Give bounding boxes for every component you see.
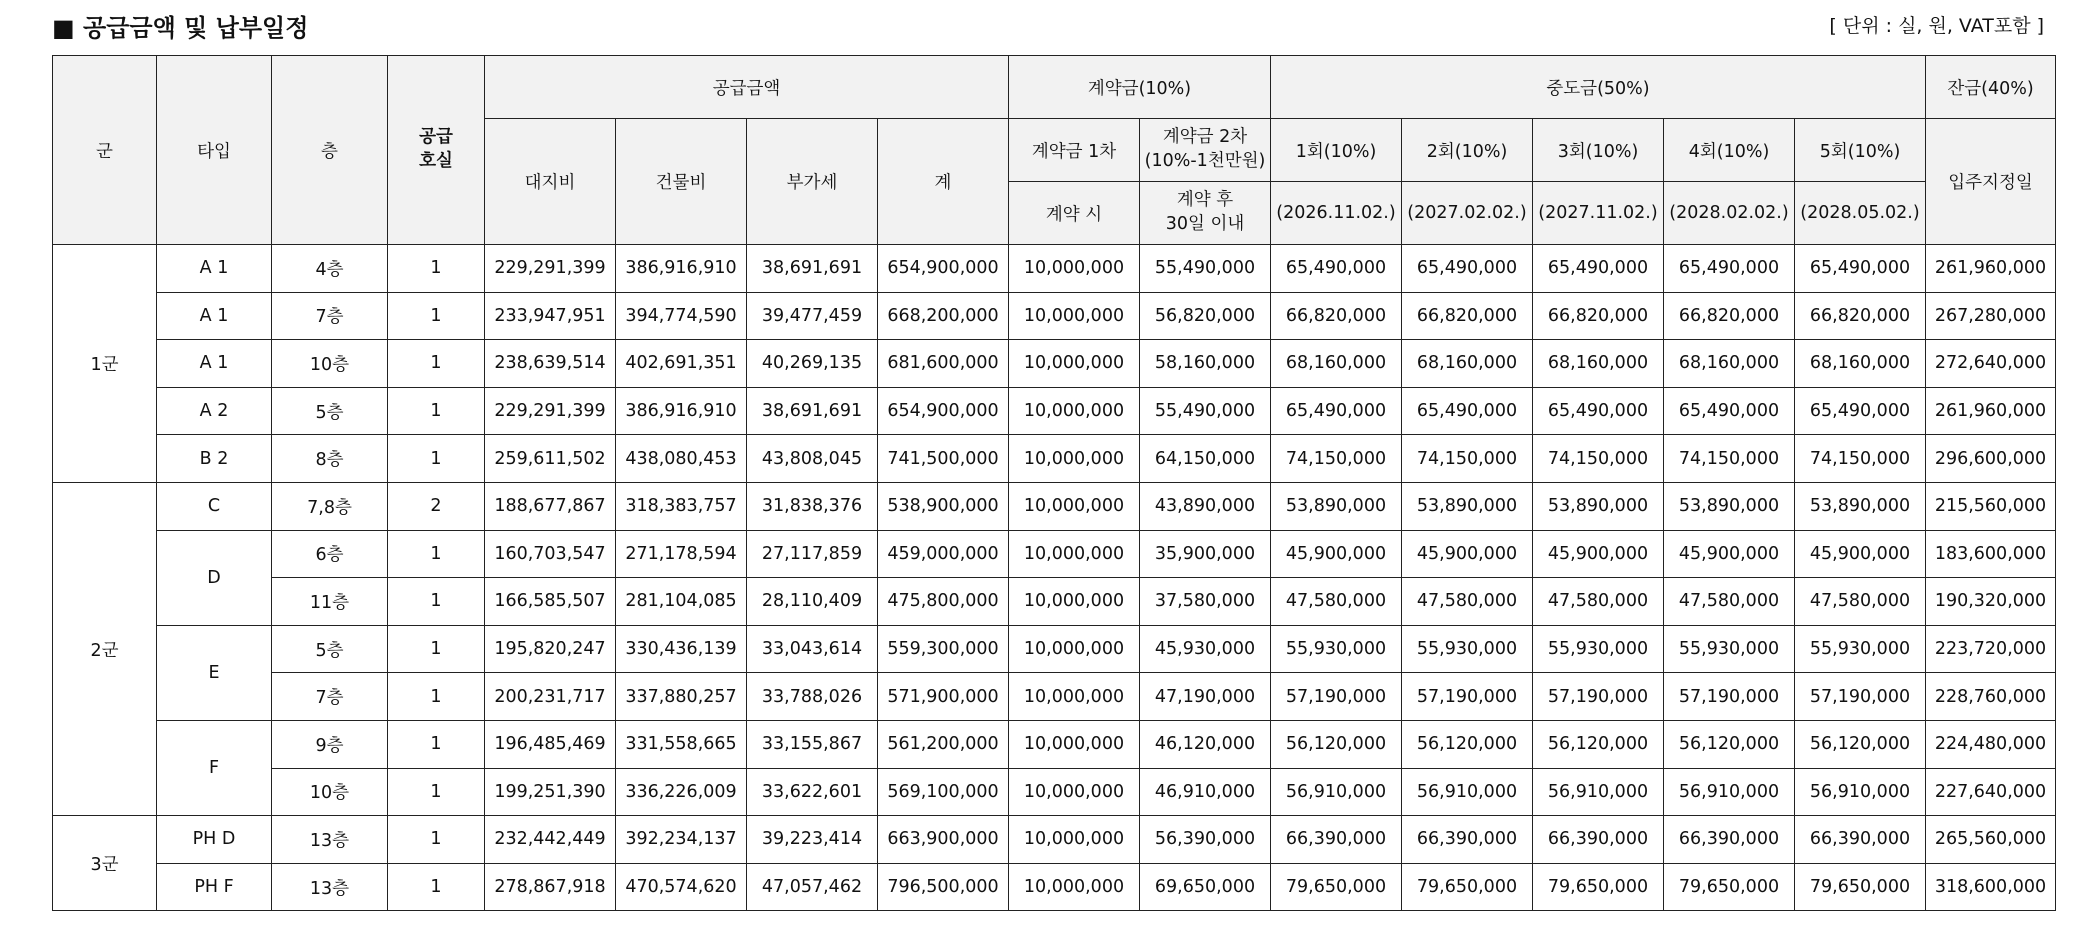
table-row (53, 482, 2056, 530)
interim-3-cell: 55,930,000 (1533, 625, 1664, 673)
group-cell: 2군 (53, 482, 157, 815)
interim-1-cell: 47,580,000 (1271, 578, 1402, 626)
floor-cell: 8층 (272, 435, 388, 483)
header-group: 군 (53, 56, 157, 245)
interim-3-cell: 65,490,000 (1533, 245, 1664, 293)
total-cell: 796,500,000 (878, 863, 1009, 911)
interim-4-cell: 65,490,000 (1664, 245, 1795, 293)
header-interim-round-1: 1회(10%) (1271, 119, 1402, 182)
type-cell: PH F (157, 863, 272, 911)
deposit1-cell: 10,000,000 (1009, 530, 1140, 578)
header-floor: 층 (272, 56, 388, 245)
deposit2-cell: 37,580,000 (1140, 578, 1271, 626)
interim-3-cell: 53,890,000 (1533, 482, 1664, 530)
interim-5-cell: 45,900,000 (1795, 530, 1926, 578)
header-interim-date-5: (2028.05.02.) (1795, 182, 1926, 245)
floor-cell: 13층 (272, 863, 388, 911)
units-cell: 1 (388, 292, 485, 340)
balance-cell: 296,600,000 (1926, 435, 2056, 483)
building-cell: 394,774,590 (616, 292, 747, 340)
type-cell: D (157, 530, 272, 625)
floor-cell: 9층 (272, 720, 388, 768)
land-cell: 199,251,390 (485, 768, 616, 816)
type-cell: F (157, 720, 272, 815)
interim-5-cell: 47,580,000 (1795, 578, 1926, 626)
floor-cell: 6층 (272, 530, 388, 578)
header-balance: 잔금(40%) (1926, 56, 2056, 119)
total-cell: 654,900,000 (878, 245, 1009, 293)
interim-1-cell: 65,490,000 (1271, 387, 1402, 435)
interim-3-cell: 79,650,000 (1533, 863, 1664, 911)
header-deposit2-line2: (10%-1천만원) (1144, 151, 1266, 171)
header-balance-when: 입주지정일 (1926, 119, 2056, 245)
balance-cell: 190,320,000 (1926, 578, 2056, 626)
deposit2-cell: 58,160,000 (1140, 340, 1271, 388)
floor-cell: 13층 (272, 816, 388, 864)
header-interim-date-1: (2026.11.02.) (1271, 182, 1402, 245)
header-deposit1-when: 계약 시 (1009, 182, 1140, 245)
total-cell: 569,100,000 (878, 768, 1009, 816)
header-deposit2-when-line1: 계약 후 (1176, 190, 1234, 211)
type-cell: A 1 (157, 292, 272, 340)
balance-cell: 224,480,000 (1926, 720, 2056, 768)
interim-4-cell: 74,150,000 (1664, 435, 1795, 483)
balance-cell: 267,280,000 (1926, 292, 2056, 340)
vat-cell: 40,269,135 (747, 340, 878, 388)
interim-5-cell: 57,190,000 (1795, 673, 1926, 721)
header-interim-round-4: 4회(10%) (1664, 119, 1795, 182)
interim-4-cell: 53,890,000 (1664, 482, 1795, 530)
total-cell: 668,200,000 (878, 292, 1009, 340)
interim-1-cell: 56,120,000 (1271, 720, 1402, 768)
deposit2-cell: 45,930,000 (1140, 625, 1271, 673)
interim-1-cell: 53,890,000 (1271, 482, 1402, 530)
interim-2-cell: 74,150,000 (1402, 435, 1533, 483)
interim-3-cell: 65,490,000 (1533, 387, 1664, 435)
header-vat: 부가세 (747, 119, 878, 245)
deposit2-cell: 35,900,000 (1140, 530, 1271, 578)
floor-cell: 7층 (272, 673, 388, 721)
balance-cell: 223,720,000 (1926, 625, 2056, 673)
total-cell: 654,900,000 (878, 387, 1009, 435)
interim-4-cell: 65,490,000 (1664, 387, 1795, 435)
total-cell: 681,600,000 (878, 340, 1009, 388)
units-cell: 1 (388, 625, 485, 673)
interim-4-cell: 56,910,000 (1664, 768, 1795, 816)
header-units-line2: 호실 (419, 151, 453, 171)
building-cell: 470,574,620 (616, 863, 747, 911)
type-cell: A 1 (157, 340, 272, 388)
units-cell: 1 (388, 245, 485, 293)
interim-1-cell: 74,150,000 (1271, 435, 1402, 483)
vat-cell: 33,622,601 (747, 768, 878, 816)
deposit1-cell: 10,000,000 (1009, 863, 1140, 911)
balance-cell: 272,640,000 (1926, 340, 2056, 388)
header-supply-price: 공급금액 (485, 56, 1009, 119)
deposit2-cell: 56,820,000 (1140, 292, 1271, 340)
type-cell: E (157, 625, 272, 720)
total-cell: 561,200,000 (878, 720, 1009, 768)
table-row (53, 768, 2056, 816)
land-cell: 195,820,247 (485, 625, 616, 673)
interim-2-cell: 66,820,000 (1402, 292, 1533, 340)
table-row (53, 720, 2056, 768)
header-deposit2-when-line2: 30일 이내 (1165, 214, 1245, 234)
interim-2-cell: 45,900,000 (1402, 530, 1533, 578)
table-row (53, 387, 2056, 435)
total-cell: 663,900,000 (878, 816, 1009, 864)
header-interim-date-3: (2027.11.02.) (1533, 182, 1664, 245)
interim-5-cell: 79,650,000 (1795, 863, 1926, 911)
table-row (53, 340, 2056, 388)
supply-price-table (52, 55, 2056, 911)
header-building: 건물비 (616, 119, 747, 245)
table-row (53, 863, 2056, 911)
header-deposit1: 계약금 1차 (1009, 119, 1140, 182)
land-cell: 200,231,717 (485, 673, 616, 721)
interim-4-cell: 66,820,000 (1664, 292, 1795, 340)
interim-1-cell: 79,650,000 (1271, 863, 1402, 911)
interim-4-cell: 68,160,000 (1664, 340, 1795, 388)
total-cell: 571,900,000 (878, 673, 1009, 721)
header-land: 대지비 (485, 119, 616, 245)
table-row (53, 673, 2056, 721)
units-cell: 1 (388, 435, 485, 483)
vat-cell: 27,117,859 (747, 530, 878, 578)
interim-5-cell: 65,490,000 (1795, 387, 1926, 435)
deposit2-cell: 56,390,000 (1140, 816, 1271, 864)
interim-3-cell: 66,390,000 (1533, 816, 1664, 864)
interim-5-cell: 65,490,000 (1795, 245, 1926, 293)
header-interim-round-3: 3회(10%) (1533, 119, 1664, 182)
vat-cell: 31,838,376 (747, 482, 878, 530)
balance-cell: 318,600,000 (1926, 863, 2056, 911)
deposit1-cell: 10,000,000 (1009, 673, 1140, 721)
interim-1-cell: 66,390,000 (1271, 816, 1402, 864)
deposit1-cell: 10,000,000 (1009, 292, 1140, 340)
land-cell: 196,485,469 (485, 720, 616, 768)
unit-note: [ 단위 : 실, 원, VAT포함 ] (1829, 15, 2044, 37)
deposit2-cell: 55,490,000 (1140, 245, 1271, 293)
deposit2-cell: 46,910,000 (1140, 768, 1271, 816)
interim-1-cell: 45,900,000 (1271, 530, 1402, 578)
type-cell: C (157, 482, 272, 530)
header-interim: 중도금(50%) (1271, 56, 1926, 119)
building-cell: 438,080,453 (616, 435, 747, 483)
floor-cell: 4층 (272, 245, 388, 293)
interim-2-cell: 66,390,000 (1402, 816, 1533, 864)
units-cell: 1 (388, 578, 485, 626)
header-deposit2-line1: 계약금 2차 (1162, 127, 1248, 148)
building-cell: 402,691,351 (616, 340, 747, 388)
interim-4-cell: 55,930,000 (1664, 625, 1795, 673)
interim-4-cell: 57,190,000 (1664, 673, 1795, 721)
balance-cell: 215,560,000 (1926, 482, 2056, 530)
deposit2-cell: 64,150,000 (1140, 435, 1271, 483)
interim-5-cell: 55,930,000 (1795, 625, 1926, 673)
units-cell: 1 (388, 387, 485, 435)
building-cell: 331,558,665 (616, 720, 747, 768)
table-row (53, 578, 2056, 626)
land-cell: 229,291,399 (485, 387, 616, 435)
type-cell: A 2 (157, 387, 272, 435)
table-row (53, 816, 2056, 864)
interim-1-cell: 66,820,000 (1271, 292, 1402, 340)
header-interim-round-5: 5회(10%) (1795, 119, 1926, 182)
header-deposit: 계약금(10%) (1009, 56, 1271, 119)
interim-3-cell: 57,190,000 (1533, 673, 1664, 721)
balance-cell: 227,640,000 (1926, 768, 2056, 816)
land-cell: 232,442,449 (485, 816, 616, 864)
deposit2-cell: 46,120,000 (1140, 720, 1271, 768)
vat-cell: 33,043,614 (747, 625, 878, 673)
table-row (53, 625, 2056, 673)
deposit2-cell: 69,650,000 (1140, 863, 1271, 911)
building-cell: 271,178,594 (616, 530, 747, 578)
deposit1-cell: 10,000,000 (1009, 816, 1140, 864)
interim-2-cell: 55,930,000 (1402, 625, 1533, 673)
interim-4-cell: 66,390,000 (1664, 816, 1795, 864)
interim-2-cell: 53,890,000 (1402, 482, 1533, 530)
floor-cell: 10층 (272, 768, 388, 816)
deposit1-cell: 10,000,000 (1009, 720, 1140, 768)
group-cell: 1군 (53, 245, 157, 483)
interim-4-cell: 47,580,000 (1664, 578, 1795, 626)
land-cell: 229,291,399 (485, 245, 616, 293)
type-cell: A 1 (157, 245, 272, 293)
deposit1-cell: 10,000,000 (1009, 245, 1140, 293)
units-cell: 1 (388, 530, 485, 578)
page-title: ■ 공급금액 및 납부일정 (52, 14, 309, 42)
interim-3-cell: 45,900,000 (1533, 530, 1664, 578)
units-cell: 1 (388, 863, 485, 911)
interim-5-cell: 56,910,000 (1795, 768, 1926, 816)
units-cell: 2 (388, 482, 485, 530)
header-type: 타입 (157, 56, 272, 245)
building-cell: 386,916,910 (616, 387, 747, 435)
table-row (53, 245, 2056, 293)
vat-cell: 38,691,691 (747, 245, 878, 293)
balance-cell: 228,760,000 (1926, 673, 2056, 721)
header-total: 계 (878, 119, 1009, 245)
interim-4-cell: 79,650,000 (1664, 863, 1795, 911)
header-units (388, 56, 485, 245)
group-cell: 3군 (53, 816, 157, 911)
land-cell: 160,703,547 (485, 530, 616, 578)
header-units-line1: 공급 (419, 127, 453, 148)
interim-5-cell: 66,390,000 (1795, 816, 1926, 864)
interim-3-cell: 66,820,000 (1533, 292, 1664, 340)
balance-cell: 183,600,000 (1926, 530, 2056, 578)
header-interim-round-2: 2회(10%) (1402, 119, 1533, 182)
vat-cell: 33,155,867 (747, 720, 878, 768)
interim-3-cell: 74,150,000 (1533, 435, 1664, 483)
total-cell: 538,900,000 (878, 482, 1009, 530)
land-cell: 238,639,514 (485, 340, 616, 388)
deposit2-cell: 47,190,000 (1140, 673, 1271, 721)
building-cell: 330,436,139 (616, 625, 747, 673)
type-cell: PH D (157, 816, 272, 864)
building-cell: 318,383,757 (616, 482, 747, 530)
units-cell: 1 (388, 673, 485, 721)
deposit2-cell: 43,890,000 (1140, 482, 1271, 530)
land-cell: 188,677,867 (485, 482, 616, 530)
interim-4-cell: 56,120,000 (1664, 720, 1795, 768)
interim-5-cell: 53,890,000 (1795, 482, 1926, 530)
interim-1-cell: 65,490,000 (1271, 245, 1402, 293)
interim-5-cell: 68,160,000 (1795, 340, 1926, 388)
interim-2-cell: 65,490,000 (1402, 387, 1533, 435)
interim-2-cell: 57,190,000 (1402, 673, 1533, 721)
header-deposit2 (1140, 119, 1271, 182)
interim-5-cell: 66,820,000 (1795, 292, 1926, 340)
table-row (53, 292, 2056, 340)
interim-2-cell: 65,490,000 (1402, 245, 1533, 293)
vat-cell: 47,057,462 (747, 863, 878, 911)
floor-cell: 7층 (272, 292, 388, 340)
deposit1-cell: 10,000,000 (1009, 387, 1140, 435)
interim-2-cell: 79,650,000 (1402, 863, 1533, 911)
balance-cell: 265,560,000 (1926, 816, 2056, 864)
interim-2-cell: 56,120,000 (1402, 720, 1533, 768)
balance-cell: 261,960,000 (1926, 245, 2056, 293)
vat-cell: 43,808,045 (747, 435, 878, 483)
vat-cell: 39,223,414 (747, 816, 878, 864)
vat-cell: 28,110,409 (747, 578, 878, 626)
header-interim-date-4: (2028.02.02.) (1664, 182, 1795, 245)
header-deposit2-when (1140, 182, 1271, 245)
building-cell: 336,226,009 (616, 768, 747, 816)
vat-cell: 39,477,459 (747, 292, 878, 340)
interim-1-cell: 56,910,000 (1271, 768, 1402, 816)
units-cell: 1 (388, 768, 485, 816)
interim-2-cell: 68,160,000 (1402, 340, 1533, 388)
units-cell: 1 (388, 816, 485, 864)
total-cell: 459,000,000 (878, 530, 1009, 578)
interim-1-cell: 55,930,000 (1271, 625, 1402, 673)
table-body (53, 245, 2056, 911)
total-cell: 559,300,000 (878, 625, 1009, 673)
interim-4-cell: 45,900,000 (1664, 530, 1795, 578)
deposit1-cell: 10,000,000 (1009, 340, 1140, 388)
building-cell: 281,104,085 (616, 578, 747, 626)
interim-3-cell: 56,910,000 (1533, 768, 1664, 816)
table-row (53, 435, 2056, 483)
total-cell: 475,800,000 (878, 578, 1009, 626)
floor-cell: 7,8층 (272, 482, 388, 530)
header-interim-date-2: (2027.02.02.) (1402, 182, 1533, 245)
floor-cell: 11층 (272, 578, 388, 626)
floor-cell: 5층 (272, 387, 388, 435)
land-cell: 166,585,507 (485, 578, 616, 626)
deposit1-cell: 10,000,000 (1009, 625, 1140, 673)
units-cell: 1 (388, 340, 485, 388)
interim-3-cell: 56,120,000 (1533, 720, 1664, 768)
deposit2-cell: 55,490,000 (1140, 387, 1271, 435)
balance-cell: 261,960,000 (1926, 387, 2056, 435)
interim-1-cell: 68,160,000 (1271, 340, 1402, 388)
land-cell: 278,867,918 (485, 863, 616, 911)
building-cell: 386,916,910 (616, 245, 747, 293)
vat-cell: 33,788,026 (747, 673, 878, 721)
interim-2-cell: 56,910,000 (1402, 768, 1533, 816)
units-cell: 1 (388, 720, 485, 768)
land-cell: 259,611,502 (485, 435, 616, 483)
land-cell: 233,947,951 (485, 292, 616, 340)
building-cell: 392,234,137 (616, 816, 747, 864)
table-row (53, 530, 2056, 578)
interim-5-cell: 74,150,000 (1795, 435, 1926, 483)
interim-3-cell: 68,160,000 (1533, 340, 1664, 388)
vat-cell: 38,691,691 (747, 387, 878, 435)
deposit1-cell: 10,000,000 (1009, 578, 1140, 626)
type-cell: B 2 (157, 435, 272, 483)
deposit1-cell: 10,000,000 (1009, 482, 1140, 530)
floor-cell: 10층 (272, 340, 388, 388)
interim-1-cell: 57,190,000 (1271, 673, 1402, 721)
deposit1-cell: 10,000,000 (1009, 435, 1140, 483)
interim-3-cell: 47,580,000 (1533, 578, 1664, 626)
total-cell: 741,500,000 (878, 435, 1009, 483)
deposit1-cell: 10,000,000 (1009, 768, 1140, 816)
floor-cell: 5층 (272, 625, 388, 673)
interim-5-cell: 56,120,000 (1795, 720, 1926, 768)
interim-2-cell: 47,580,000 (1402, 578, 1533, 626)
building-cell: 337,880,257 (616, 673, 747, 721)
